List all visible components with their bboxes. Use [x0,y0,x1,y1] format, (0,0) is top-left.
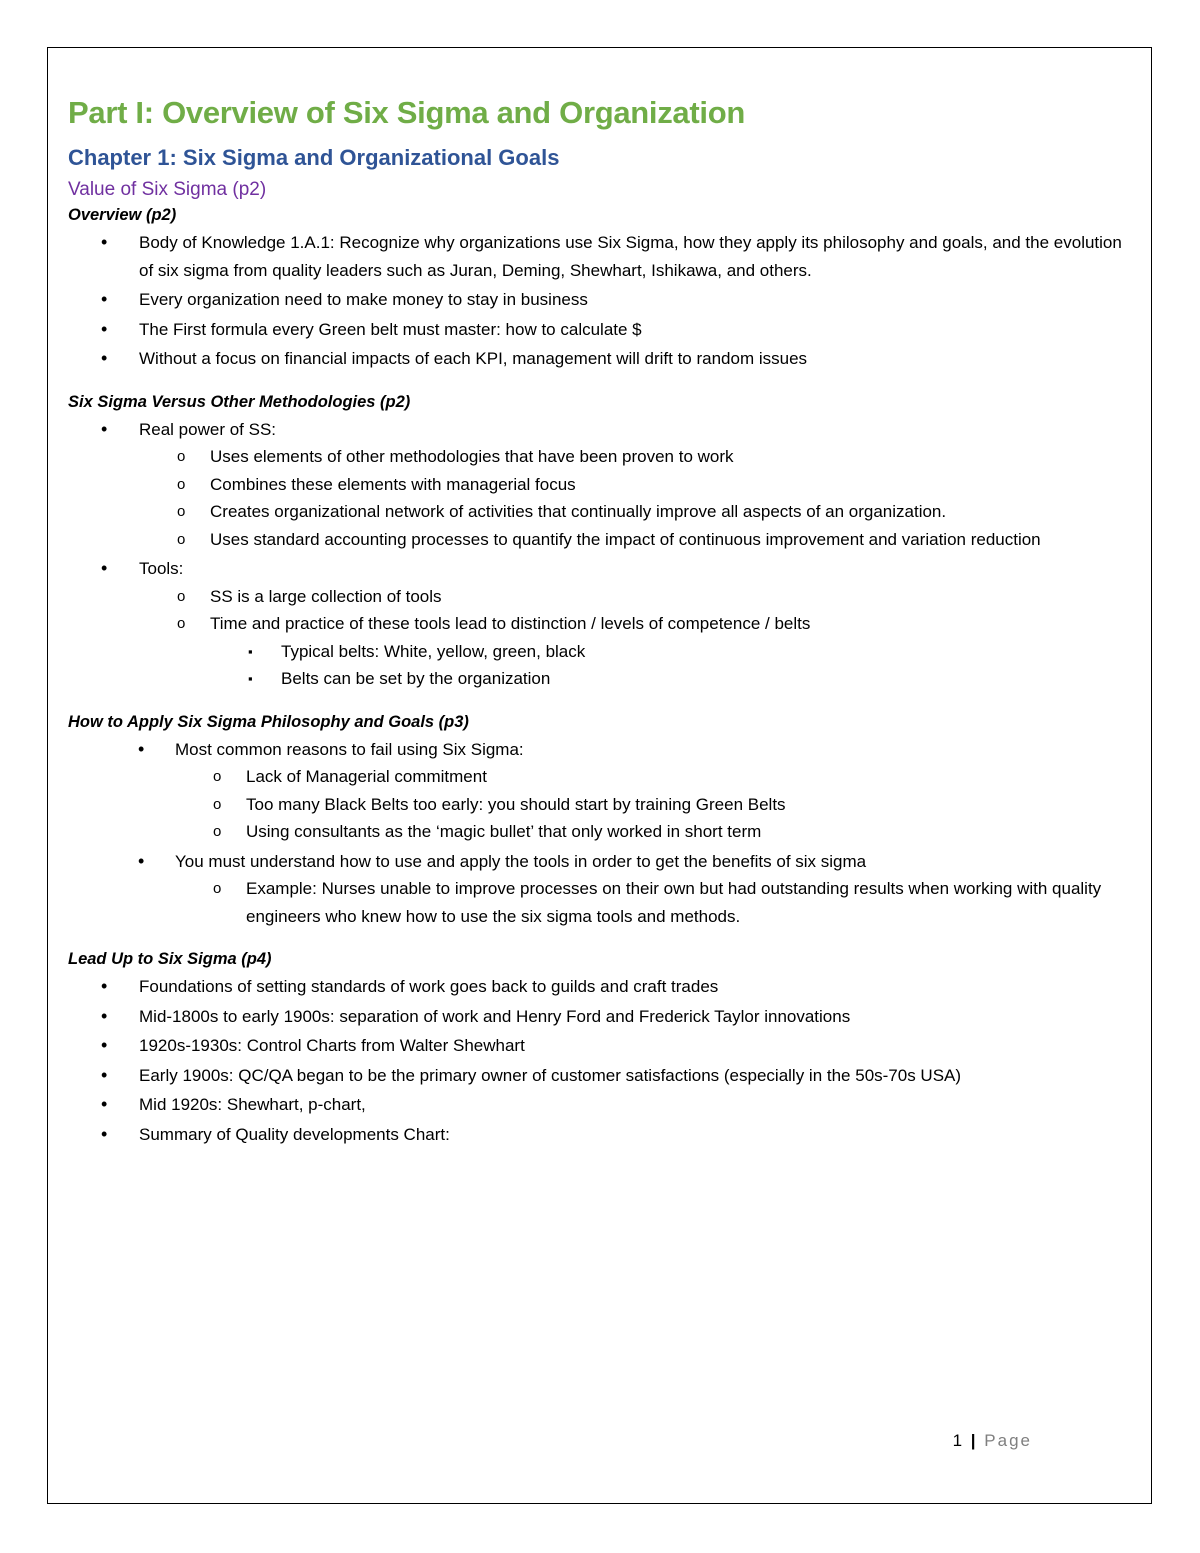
list-item: • Mid-1800s to early 1900s: separation of work and Henry Ford and Frederick Taylor innovations [68,1003,1128,1031]
list-item [68,848,1128,931]
list-item: • Summary of Quality developments Chart: [68,1121,1128,1149]
section-heading: How to Apply Six Sigma Philosophy and Goals (p3) [68,712,469,731]
page-label: Page [984,1431,1032,1450]
bullet-list [68,973,1128,1148]
sub-list-item: o Lack of Managerial commitment [175,763,1128,791]
page-footer [953,1431,1032,1451]
page-number: 1 [952,1431,963,1450]
list-item-text: Most common reasons to fail using Six Sigma: [175,739,524,759]
bullet-list [68,416,1128,693]
bullet-list [68,229,1128,373]
sub-list-item: o Using consultants as the ‘magic bullet’ that only worked in short term [175,818,1128,846]
sub-list [139,443,1128,553]
list-item [68,555,1128,693]
section-title: Value of Six Sigma (p2) [68,179,267,200]
list-item: • The First formula every Green belt must master: how to calculate $ [68,316,1128,344]
section-apply [68,710,1128,931]
sub-list-item: o Uses elements of other methodologies that have been proven to work [139,443,1128,471]
section-heading: Lead Up to Six Sigma (p4) [68,950,272,968]
section-heading: Six Sigma Versus Other Methodologies (p2) [68,392,411,411]
sub-sub-list-item: ▪ Typical belts: White, yellow, green, black [210,638,1128,666]
sub-list-item: o Combines these elements with managerial focus [139,471,1128,499]
list-item: • Mid 1920s: Shewhart, p-chart, [68,1091,1128,1119]
list-item: • Every organization need to make money to stay in business [68,286,1128,314]
sub-list-item: o Example: Nurses unable to improve processes on their own but had outstanding results when working with quality engineers who knew how to use the six sigma tools and methods. [175,875,1128,930]
footer-separator: | [970,1431,976,1450]
list-item: • Without a focus on financial impacts of each KPI, management will drift to random issues [68,345,1128,373]
section-lead-up [68,947,1128,1148]
list-item-text: Tools: [139,559,184,578]
document-body [68,92,1128,1148]
sub-list-item: o Too many Black Belts too early: you should start by training Green Belts [175,791,1128,819]
sub-sub-list-item: ▪ Belts can be set by the organization [210,665,1128,693]
part-title: Part I: Overview of Six Sigma and Organization [68,95,745,130]
list-item-text: Real power of SS: [139,419,277,439]
list-item: • 1920s-1930s: Control Charts from Walter Shewhart [68,1032,1128,1060]
section-overview [68,203,1128,373]
sub-list [175,763,1128,846]
sub-list [175,875,1128,930]
list-item: • Foundations of setting standards of work goes back to guilds and craft trades [68,973,1128,1001]
sub-sub-list [210,638,1128,693]
chapter-title: Chapter 1: Six Sigma and Organizational Goals [68,145,560,170]
sub-list-item [139,610,1128,693]
section-methodologies [68,390,1128,693]
list-item [68,416,1128,554]
section-heading: Overview (p2) [68,206,177,224]
sub-list-item: o SS is a large collection of tools [139,583,1128,611]
bullet-list [68,736,1128,931]
sub-list [139,583,1128,693]
sub-list-item-text: Time and practice of these tools lead to distinction / levels of competence / belts [210,614,811,633]
list-item-text: You must understand how to use and apply the tools in order to get the benefits of six sigma [175,851,867,871]
list-item: • Early 1900s: QC/QA began to be the primary owner of customer satisfactions (especially in the 50s-70s USA) [68,1062,1128,1090]
sub-list-item: o Creates organizational network of activities that continually improve all aspects of an organization. [139,498,1128,526]
list-item [68,736,1128,846]
sub-list-item: o Uses standard accounting processes to quantify the impact of continuous improvement and variation reduction [139,526,1128,554]
list-item: • Body of Knowledge 1.A.1: Recognize why organizations use Six Sigma, how they apply its philosophy and goals, and the evolution of six sigma from quality leaders such as Juran, Deming, Shewhart, Ishikawa, and others. [68,229,1128,284]
